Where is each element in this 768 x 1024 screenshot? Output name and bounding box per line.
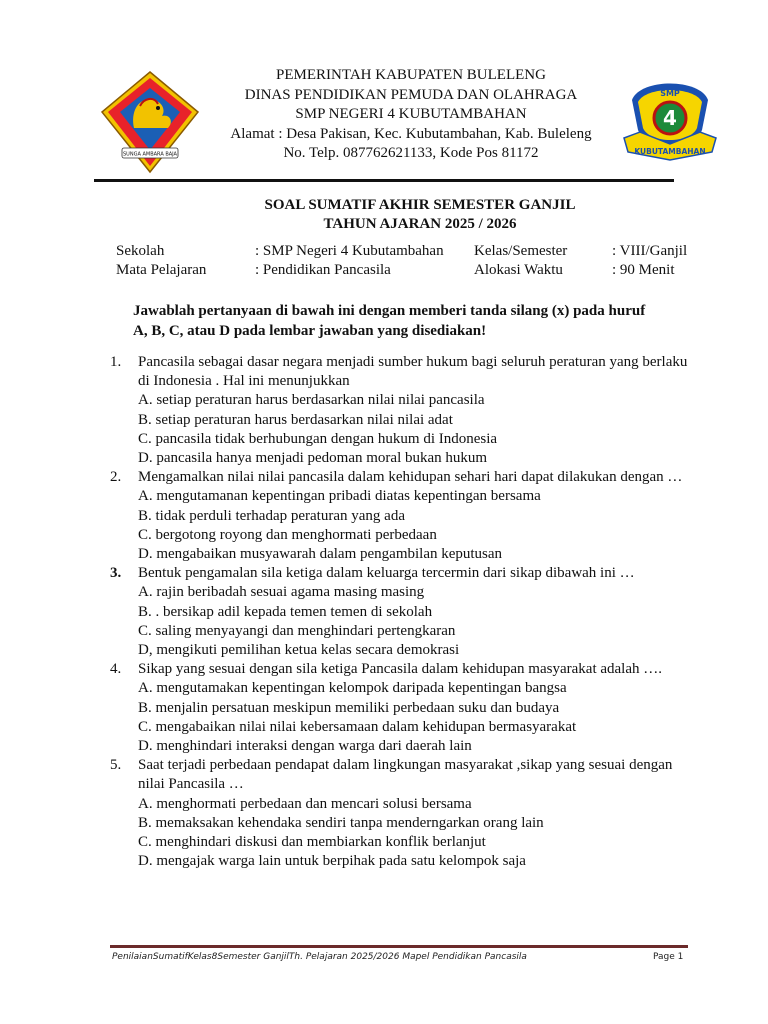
letterhead-line-1: PEMERINTAH KABUPATEN BULELENG: [276, 67, 546, 83]
sekolah-label: Sekolah: [116, 243, 165, 259]
option-b: B. setiap peraturan harus berdasarkan nilai nilai adat: [138, 411, 453, 428]
question-number: 4.: [110, 661, 122, 678]
logo-right-top-text: SMP: [660, 89, 680, 98]
mapel-value: : Pendidikan Pancasila: [255, 262, 391, 278]
instruction-line-2: A, B, C, atau D pada lembar jawaban yang disediakan!: [133, 323, 487, 339]
logo-left-motto: SUNGA AMBARA BAJA: [123, 151, 177, 158]
letterhead: [200, 66, 622, 164]
option-c: C. bergotong royong dan menghormati perbedaan: [138, 526, 437, 543]
exam-title-line-2: TAHUN AJARAN 2025 / 2026: [323, 216, 517, 232]
option-c: C. pancasila tidak berhubungan dengan hukum di Indonesia: [138, 430, 498, 447]
info-values-left: [255, 242, 444, 280]
logo-right-digit: 4: [663, 106, 677, 130]
question-text: Bentuk pengamalan sila ketiga dalam keluarga tercermin dari sikap dibawah ini …: [138, 565, 635, 582]
instruction-line-1: Jawablah pertanyaan di bawah ini dengan memberi tanda silang (x) pada huruf: [133, 303, 646, 319]
question-2: [110, 468, 700, 487]
alokasi-label: Alokasi Waktu: [474, 262, 563, 278]
footer-text: PenilaianSumatifKelas8Semester GanjilTh. Pelajaran 2025/2026 Mapel Pendidikan Pancasila: [112, 952, 527, 962]
option-b: B. tidak perduli terhadap peraturan yang ada: [138, 507, 405, 524]
option-a: A. mengutamakan kepentingan kelompok daripada kepentingan bangsa: [138, 680, 567, 697]
question-5: [110, 756, 700, 794]
question-number: 2.: [110, 469, 122, 486]
option-d: D, mengikuti pemilihan ketua kelas secara demokrasi: [138, 642, 460, 659]
exam-title: [200, 196, 640, 234]
footer-divider: [110, 945, 688, 948]
info-values-right: [612, 242, 687, 280]
kelas-label: Kelas/Semester: [474, 243, 568, 259]
instructions: [133, 301, 681, 341]
info-labels-right: [474, 242, 567, 280]
school-logo: [620, 68, 720, 168]
kelas-value: : VIII/Ganjil: [612, 243, 688, 259]
page-number: Page 1: [653, 952, 684, 962]
letterhead-line-2: DINAS PENDIDIKAN PEMUDA DAN OLAHRAGA: [244, 86, 578, 103]
option-d: D. mengajak warga lain untuk berpihak pada satu kelompok saja: [138, 853, 526, 870]
question-number: 1.: [110, 354, 122, 370]
alokasi-value: : 90 Menit: [612, 262, 675, 278]
question-text: Mengamalkan nilai nilai pancasila dalam kehidupan sehari hari dapat dilakukan dengan …: [138, 469, 683, 486]
question-text: Saat terjadi perbedaan pendapat dalam lingkungan masyarakat ,sikap yang sesuai dengan nilai Pancasila …: [138, 757, 673, 793]
question-list: [110, 353, 700, 871]
question-number: 5.: [110, 757, 122, 774]
letterhead-divider: [94, 179, 674, 182]
question-number: 3.: [110, 565, 122, 582]
option-a: A. rajin beribadah sesuai agama masing masing: [138, 584, 425, 601]
logo-right-banner-text: KUBUTAMBAHAN: [634, 147, 706, 156]
option-b: B. . bersikap adil kepada temen temen di sekolah: [138, 603, 433, 620]
option-a: A. setiap peraturan harus berdasarkan nilai nilai pancasila: [138, 392, 485, 409]
question-text: Sikap yang sesuai dengan sila ketiga Pancasila dalam kehidupan masyarakat adalah ….: [138, 661, 662, 678]
option-b: B. memaksakan kehendaka sendiri tanpa menderngarkan orang lain: [138, 814, 544, 831]
buleleng-regency-logo: [100, 70, 200, 174]
question-1: [110, 353, 700, 391]
option-d: D. mengabaikan musyawarah dalam pengambilan keputusan: [138, 546, 503, 563]
option-c: C. saling menyayangi dan menghindari pertengkaran: [138, 622, 456, 639]
question-3: [110, 564, 700, 583]
option-d: D. pancasila hanya menjadi pedoman moral bukan hukum: [138, 450, 488, 467]
letterhead-line-3: SMP NEGERI 4 KUBUTAMBAHAN: [295, 106, 527, 122]
info-labels-left: [116, 242, 206, 280]
question-text: Pancasila sebagai dasar negara menjadi sumber hukum bagi seluruh peraturan yang berlaku di Indonesia . Hal ini menunjukkan: [138, 354, 688, 390]
option-a: A. menghormati perbedaan dan mencari solusi bersama: [138, 795, 472, 812]
option-b: B. menjalin persatuan meskipun memiliki perbedaan suku dan budaya: [138, 699, 560, 716]
letterhead-address: Alamat : Desa Pakisan, Kec. Kubutambahan, Kab. Buleleng: [230, 125, 592, 142]
letterhead-phone: No. Telp. 087762621133, Kode Pos 81172: [283, 145, 539, 161]
mapel-label: Mata Pelajaran: [116, 262, 207, 278]
sekolah-value: : SMP Negeri 4 Kubutambahan: [255, 243, 444, 259]
option-d: D. menghindari interaksi dengan warga dari daerah lain: [138, 738, 472, 755]
option-c: C. menghindari diskusi dan membiarkan konflik berlanjut: [138, 834, 486, 851]
option-a: A. mengutamanan kepentingan pribadi diatas kepentingan bersama: [138, 488, 541, 505]
option-c: C. mengabaikan nilai nilai kebersamaan dalam kehidupan bermasyarakat: [138, 718, 577, 735]
exam-title-line-1: SOAL SUMATIF AKHIR SEMESTER GANJIL: [264, 197, 576, 213]
question-4: [110, 660, 700, 679]
